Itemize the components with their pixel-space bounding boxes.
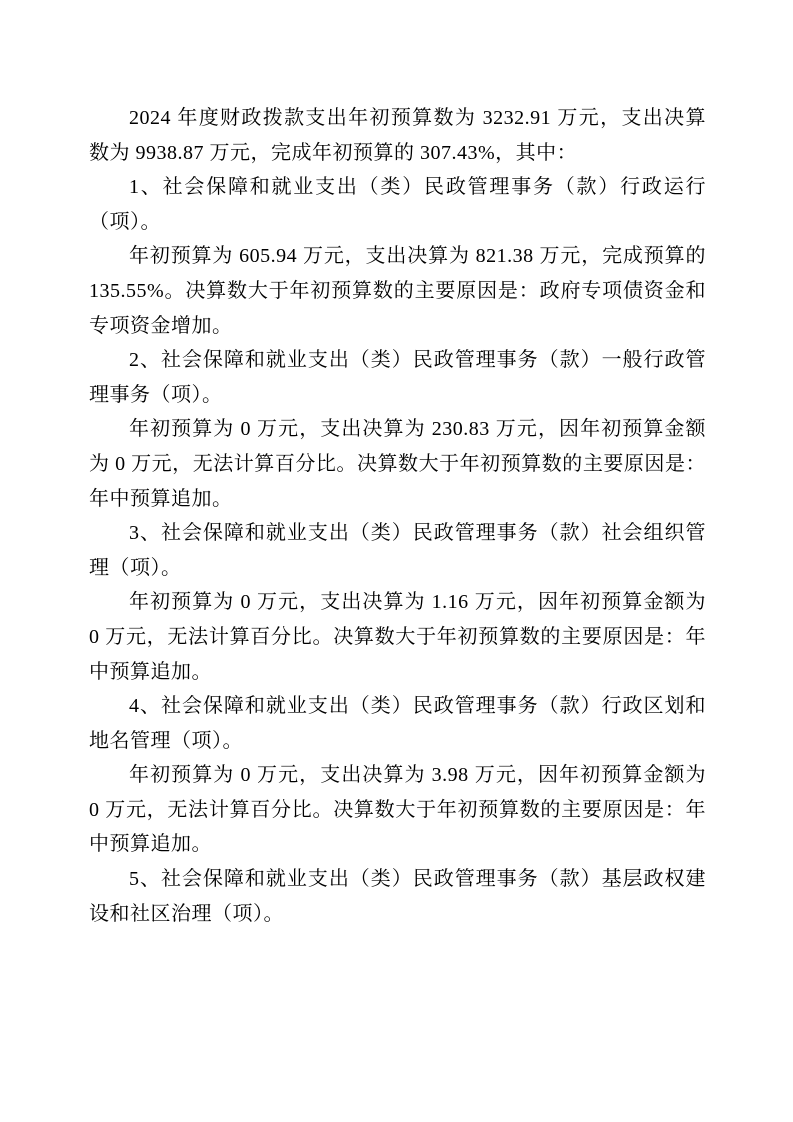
paragraph-item-3-detail: 年初预算为 0 万元，支出决算为 1.16 万元，因年初预算金额为 0 万元，无法计算百分比。决算数大于年初预算数的主要原因是：年中预算追加。	[89, 591, 706, 683]
paragraph-item-4-detail: 年初预算为 0 万元，支出决算为 3.98 万元，因年初预算金额为 0 万元，无法计算百分比。决算数大于年初预算数的主要原因是：年中预算追加。	[89, 764, 706, 856]
document-body	[89, 101, 706, 931]
paragraph-budget-overview: 2024 年度财政拨款支出年初预算数为 3232.91 万元，支出决算数为 9938.87 万元，完成年初预算的 307.43%，其中：	[89, 107, 706, 164]
paragraph-item-2-heading: 2、社会保障和就业支出（类）民政管理事务（款）一般行政管理事务（项）。	[89, 349, 706, 406]
paragraph-item-1-heading: 1、社会保障和就业支出（类）民政管理事务（款）行政运行（项）。	[89, 176, 706, 233]
paragraph-item-3-heading: 3、社会保障和就业支出（类）民政管理事务（款）社会组织管理（项）。	[89, 522, 706, 579]
paragraph-item-1-detail: 年初预算为 605.94 万元，支出决算为 821.38 万元，完成预算的 135.55%。决算数大于年初预算数的主要原因是：政府专项债资金和专项资金增加。	[89, 245, 706, 337]
paragraph-item-5-heading: 5、社会保障和就业支出（类）民政管理事务（款）基层政权建设和社区治理（项）。	[89, 868, 706, 925]
paragraph-item-4-heading: 4、社会保障和就业支出（类）民政管理事务（款）行政区划和地名管理（项）。	[89, 695, 706, 752]
paragraph-item-2-detail: 年初预算为 0 万元，支出决算为 230.83 万元，因年初预算金额为 0 万元，无法计算百分比。决算数大于年初预算数的主要原因是：年中预算追加。	[89, 418, 706, 510]
